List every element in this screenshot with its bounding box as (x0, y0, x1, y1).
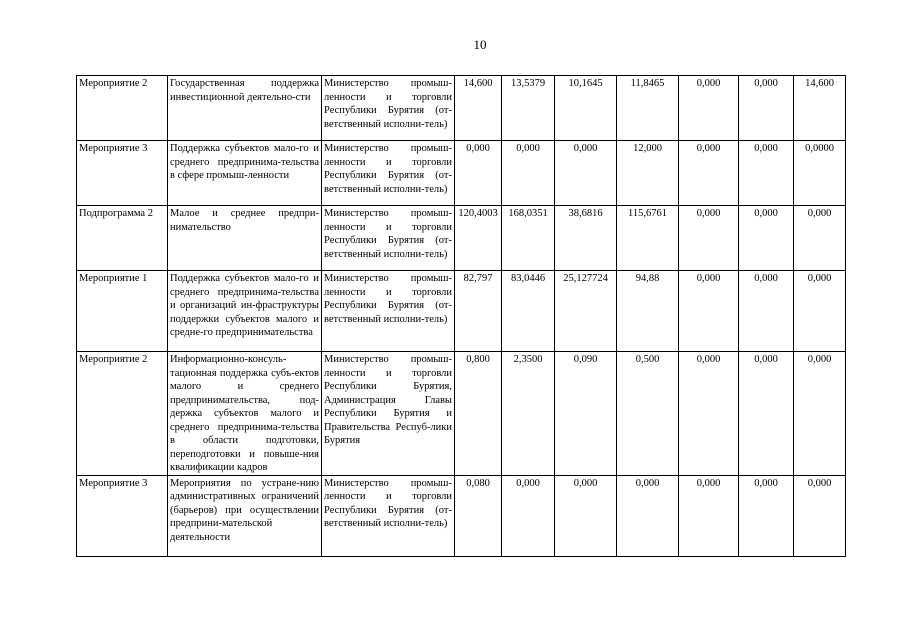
measure-name: Информационно-консуль-тационная поддержка субъ-ектов малого и среднего предпринимательства, под-держка субъектов малого и среднего предпринима-тельства в области подготовки, переподготовки и повыше-ния квалификации кадров (168, 352, 322, 476)
value-cell: 0,000 (679, 141, 739, 206)
page-number: 10 (473, 37, 487, 52)
value-cell: 0,000 (679, 475, 739, 556)
value-cell: 0,000 (555, 141, 617, 206)
value-cell: 0,0000 (794, 141, 846, 206)
value-cell: 0,000 (794, 475, 846, 556)
responsible-executor: Министерство промыш-ленности и торговли Республики Бурятия (от-ветственный исполни-тель) (322, 76, 455, 141)
value-cell: 83,0446 (502, 271, 555, 352)
table-row (77, 206, 846, 271)
measure-code: Мероприятие 2 (77, 352, 168, 476)
measure-code: Мероприятие 2 (77, 76, 168, 141)
value-cell: 0,000 (679, 271, 739, 352)
measure-code: Мероприятие 1 (77, 271, 168, 352)
measure-code: Подпрограмма 2 (77, 206, 168, 271)
value-cell: 14,600 (455, 76, 502, 141)
value-cell: 12,000 (617, 141, 679, 206)
value-cell: 0,000 (679, 352, 739, 476)
measure-code: Мероприятие 3 (77, 141, 168, 206)
value-cell: 94,88 (617, 271, 679, 352)
table-row (77, 76, 846, 141)
measure-name: Поддержка субъектов мало-го и среднего предпринима-тельства и организаций ин-фраструктуры поддержки субъектов малого и средне-го предпринимательства (168, 271, 322, 352)
value-cell: 0,080 (455, 475, 502, 556)
value-cell: 0,000 (502, 141, 555, 206)
value-cell: 0,000 (739, 475, 794, 556)
responsible-executor: Министерство промыш-ленности и торговли Республики Бурятия (от-ветственный исполни-тель) (322, 206, 455, 271)
value-cell: 0,000 (739, 76, 794, 141)
value-cell: 0,000 (794, 271, 846, 352)
responsible-executor: Министерство промыш-ленности и торговли Республики Бурятия (от-ветственный исполни-тель) (322, 271, 455, 352)
responsible-executor: Министерство промыш-ленности и торговли Республики Бурятия, Администрация Главы Республики Бурятия и Правительства Респуб-лики Бурятия (322, 352, 455, 476)
value-cell: 0,000 (794, 352, 846, 476)
program-funding-table (76, 75, 846, 557)
value-cell: 0,000 (739, 206, 794, 271)
value-cell: 0,000 (794, 206, 846, 271)
measure-code: Мероприятие 3 (77, 475, 168, 556)
value-cell: 0,000 (617, 475, 679, 556)
value-cell: 11,8465 (617, 76, 679, 141)
measure-name: Мероприятия по устране-нию административных ограничений (барьеров) при осуществлении предприни-мательской деятельности (168, 475, 322, 556)
value-cell: 13,5379 (502, 76, 555, 141)
value-cell: 0,000 (555, 475, 617, 556)
value-cell: 14,600 (794, 76, 846, 141)
value-cell: 0,000 (679, 206, 739, 271)
value-cell: 2,3500 (502, 352, 555, 476)
table-row (77, 141, 846, 206)
value-cell: 0,000 (679, 76, 739, 141)
value-cell: 38,6816 (555, 206, 617, 271)
value-cell: 82,797 (455, 271, 502, 352)
value-cell: 0,800 (455, 352, 502, 476)
value-cell: 120,4003 (455, 206, 502, 271)
value-cell: 0,000 (739, 271, 794, 352)
value-cell: 0,000 (739, 352, 794, 476)
table-row (77, 475, 846, 556)
responsible-executor: Министерство промыш-ленности и торговли Республики Бурятия (от-ветственный исполни-тель) (322, 475, 455, 556)
value-cell: 10,1645 (555, 76, 617, 141)
value-cell: 0,500 (617, 352, 679, 476)
measure-name: Государственная поддержка инвестиционной деятельно-сти (168, 76, 322, 141)
measure-name: Малое и среднее предпри-нимательство (168, 206, 322, 271)
responsible-executor: Министерство промыш-ленности и торговли Республики Бурятия (от-ветственный исполни-тель) (322, 141, 455, 206)
value-cell: 0,000 (455, 141, 502, 206)
table-row (77, 352, 846, 476)
value-cell: 0,000 (739, 141, 794, 206)
value-cell: 115,6761 (617, 206, 679, 271)
value-cell: 0,090 (555, 352, 617, 476)
value-cell: 25,127724 (555, 271, 617, 352)
measure-name: Поддержка субъектов мало-го и среднего предпринима-тельства в сфере промыш-ленности (168, 141, 322, 206)
value-cell: 0,000 (502, 475, 555, 556)
table-row (77, 271, 846, 352)
value-cell: 168,0351 (502, 206, 555, 271)
